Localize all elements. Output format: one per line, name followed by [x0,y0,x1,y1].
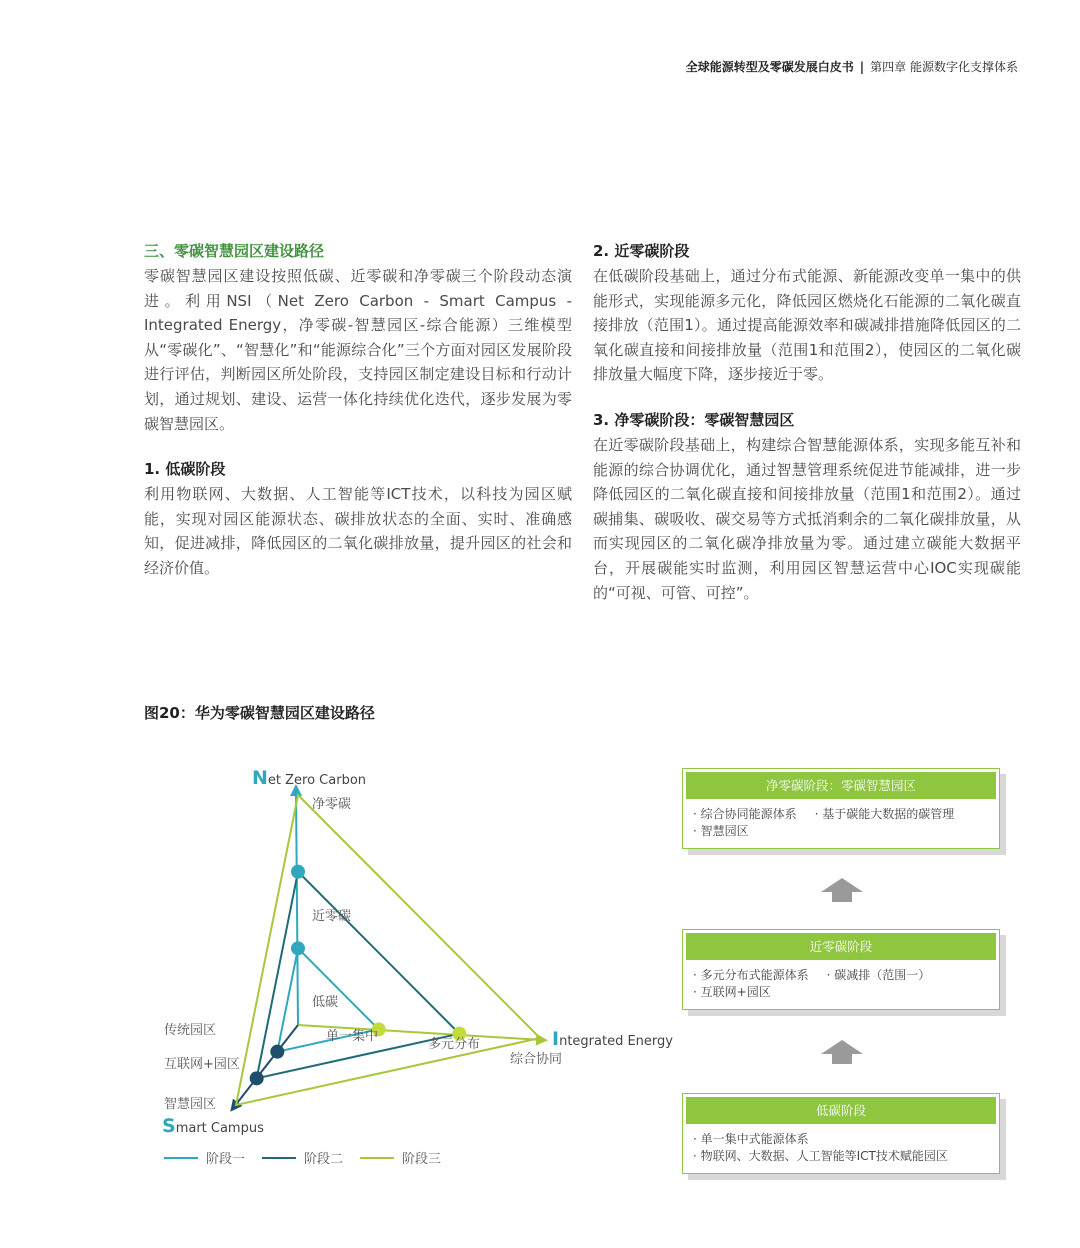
axis-title-initial: N [252,767,268,789]
stage1-paragraph: 利用物联网、大数据、人工智能等ICT技术，以科技为园区赋能，实现对园区能源状态、碳排放状态的全面、实时、准确感知，促进减排，降低园区的二氧化碳排放量，提升园区的社会和经济价值。 [144,485,572,577]
level-label: 单一集中 [326,1029,379,1044]
legend-label: 阶段三 [402,1152,442,1167]
axis-title [162,1115,264,1137]
level-label: 传统园区 [164,1023,217,1038]
section-title: 三、零碳智慧园区建设路径 [144,242,325,260]
axis-title-rest: et Zero Carbon [267,773,367,788]
left-column [144,240,572,603]
stage-box-item: · 多元分布式能源体系 [693,967,809,984]
axis-title [552,1028,673,1050]
axis-line [296,790,298,1025]
stage-box [682,1093,1000,1174]
level-label: 互联网+园区 [164,1057,240,1072]
stage2-heading: 2. 近零碳阶段 [593,242,690,260]
stage-box-title: 低碳阶段 [686,1097,996,1124]
intro-paragraph: 零碳智慧园区建设按照低碳、近零碳和净零碳三个阶段动态演进。利用NSI（Net Zero Carbon - Smart Campus - Integrated Energy，净零碳-智慧园区-综合能源）三维模型从“零碳化”、“智慧化”和“能源综合化”三个方面对园区发展阶段进行评估，判断园区所处阶段，支持园区制定建设目标和行动计划，通过规划、建设、运营一体化持续优化迭代，逐步发展为零碳智慧园区。 [144,267,572,433]
nsi-triangle-chart [150,750,680,1180]
chapter-title: 第四章 能源数字化支撑体系 [870,60,1018,74]
axis-title-rest: mart Campus [175,1121,264,1136]
running-header [686,58,1018,75]
doc-title: 全球能源转型及零碳发展白皮书 [685,60,854,74]
up-arrow-icon [819,876,865,904]
right-column [593,240,1021,627]
axis-title-initial: S [162,1115,176,1137]
level-label: 智慧园区 [164,1097,217,1112]
stage-box [682,929,1000,1010]
header-separator: | [859,60,865,74]
stage-box-title: 净零碳阶段：零碳智慧园区 [686,772,996,799]
level-label: 综合协同 [510,1052,563,1067]
axis-title-rest: ntegrated Energy [559,1034,673,1049]
stage-box-title: 近零碳阶段 [686,933,996,960]
level-label: 多元分布 [428,1037,481,1052]
stage-box-item: · 互联网+园区 [693,984,771,1001]
level-point [291,941,305,955]
level-label: 低碳 [312,995,339,1010]
stage1-heading: 1. 低碳阶段 [144,460,226,479]
level-label: 净零碳 [312,797,352,812]
stage2-paragraph: 在低碳阶段基础上，通过分布式能源、新能源改变单一集中的供能形式，实现能源多元化，降低园区燃烧化石能源的二氧化碳直接排放（范围1）。通过提高能源效率和碳减排措施降低园区的二氧化碳直接和间接排放量（范围1和范围2），使园区的二氧化碳排放量大幅度下降，逐步接近于零。 [593,267,1021,384]
stage-box-item: · 基于碳能大数据的碳管理 [815,806,955,823]
stage3-heading: 3. 净零碳阶段：零碳智慧园区 [593,410,795,429]
stage-box-list [683,1127,999,1173]
axis-title [252,767,366,789]
axis-title-initial: I [552,1028,560,1050]
stage-box-list [683,963,999,1009]
level-point [250,1071,264,1085]
stage-box-item: · 单一集中式能源体系 [693,1131,809,1148]
legend-label: 阶段二 [304,1152,344,1167]
figure-caption: 图20：华为零碳智慧园区建设路径 [144,704,375,722]
stage3-paragraph: 在近零碳阶段基础上，构建综合智慧能源体系，实现多能互补和能源的综合协调优化，通过智慧管理系统促进节能减排，进一步降低园区的二氧化碳直接和间接排放量（范围1和范围2）。通过碳捕集、碳吸收、碳交易等方式抵消剩余的二氧化碳排放量，从而实现园区的二氧化碳净排放量为零。通过建立碳能大数据平台，开展碳能实时监测，利用园区智慧运营中心IOC实现碳能的“可视、可管、可控”。 [593,435,1021,602]
stage-box-item: · 物联网、大数据、人工智能等ICT技术赋能园区 [693,1148,948,1165]
stage-box-item: · 碳减排（范围一） [827,967,931,984]
stage-box-item: · 智慧园区 [693,823,749,840]
up-arrow-icon [819,1038,865,1066]
stage-box-list [683,802,999,848]
level-label: 近零碳 [312,909,352,924]
stage-box-item: · 综合协同能源体系 [693,806,797,823]
legend-label: 阶段一 [206,1152,246,1167]
stage-box [682,768,1000,849]
level-point [270,1045,284,1059]
level-point [291,865,305,879]
